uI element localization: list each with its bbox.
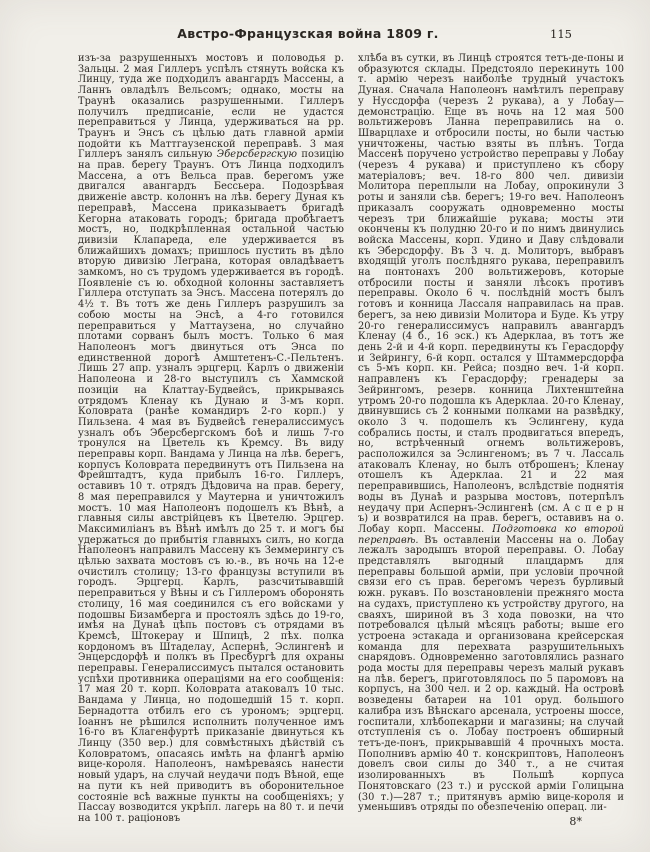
right-text-column xyxy=(358,54,624,828)
article-title: Австро-Французская война 1809 г. xyxy=(177,26,439,41)
right-column-text: хлѣба въ сутки, въ Линцѣ строятся тетъ-де-поны и образуются склады. Предстояло перекинуть 100 т. армію черезъ наиболѣе трудный участокъ Дуная. Сначала Наполеонъ намѣтилъ переправу у Нуссдорфа (черезъ 2 рукава), а у Лобау—демонстрацію. Еще въ ночь на 12 мая 500 вольтижеровъ Ланна переправились на о. Шварцлахе и отбросили посты, но были частью уничтожены, частью взяты въ плѣнъ. Тогда Массенѣ поручено устройство переправы у Лобау (черезъ 4 рукава) и приступлено къ сбору матеріаловъ; веч. 18-го 800 чел. дивизіи Молитора переплыли на Лобау, опрокинули 3 роты и заняли сѣв. берегъ; 19-го веч. Наполеонъ приказалъ сооружать одновременно мосты черезъ три ближайшіе рукава; мосты эти окончены къ полудню 20-го и по нимъ двинулись войска Массены, корп. Удино и Даву слѣдовали къ Эберсдорфу. Въ 3 ч. д. Молиторъ, выбравъ входящій уголъ послѣдняго рукава, переправилъ на понтонахъ 200 вольтижеровъ, которые отбросили посты и заняли лѣсокъ противъ переправы. Около 6 ч. послѣдній мостъ былъ готовъ и конница Лассаля направилась на прав. берегъ, за нею дивизіи Молитора и Буде. Къ утру 20-го генералиссимусъ направилъ авангардъ Кленау (4 б., 16 эск.) къ Адерклаа, въ тотъ же день 2-й и 4-й корп. передвинуты къ Герасдорфу и Зейрингу, 6-й корп. остался у Штаммерсдорфа съ 5-мъ корп. кн. Рейса; поздно веч. 1-й корп. направленъ къ Герасдорфу; гренадеры за Зейрингомъ, резерв. конница Лихтенштейна утромъ 20-го подошла къ Адерклаа. 20-го Кленау, двинувшись съ 2 конными полками на развѣдку, около 3 ч. подошелъ къ Эслингену, куда собрались посты, и сталъ продвигаться впередъ, но, встрѣченный огнемъ вольтижеровъ, расположился за Эслингеномъ; въ 7 ч. Лассаль атаковалъ Кленау, но былъ отброшенъ; Кленау отошелъ къ Адерклаа. 21 и 22 мая переправившись, Наполеонъ, вслѣдствіе поднятія воды въ Дунаѣ и разрыва мостовъ, потерпѣлъ неудачу при Аспернъ-Эслингенѣ (см. А с п е р н ъ) и возвратился на прав. берегъ, оставивъ на о. Лобау корп. Массены. Подготовка ко второй переправѣ. Въ оставленіи Массены на о. Лобау лежалъ зародышъ второй переправы. О. Лобау представлялъ выгодный плацдармъ для переправы большой арміи, при условіи прочной связи его съ прав. берегомъ черезъ бурливый южн. рукавъ. По возстановленіи прежняго моста на судахъ, приступлено къ устройству другого, на сваяхъ, шириной въ 3 хода повозки, на что потребовался цѣлый мѣсяцъ работы; выше его устроена эстакада и организована крейсерская команда для перехвата разрушительныхъ снарядовъ. Одновременно заготовлялись разнаго рода мосты для переправы черезъ малый рукавъ на лѣв. берегъ, приготовлялось по 5 паромовъ на корпусъ, на 300 чел. и 2 ор. каждый. На островѣ возведены батареи на 101 оруд. большого калибра изъ Вѣнскаго арсенала, устроены шоссе, госпитали, хлѣбопекарни и магазины; на случай отступленія съ о. Лобау построенъ обширный тетъ-де-понъ, прикрывавшій 4 прочныхъ моста. Пополнивъ армію 40 т. конскриптовъ, Наполеонъ довелъ свои силы до 340 т., а не считая изолированныхъ въ Польшѣ корпуса Понятовскаго (23 т.) и русской арміи Голицына (30 т.)—287 т.; притянувъ армію вице-короля и уменьшивъ отряды по обезпеченію операц. ли- xyxy=(358,53,624,814)
page-header xyxy=(78,26,624,44)
text-columns xyxy=(78,54,624,828)
left-text-column: изъ-за разрушенныхъ мостовъ и половодья р. Зальцы. 2 мая Гиллеръ успѣлъ стянуть войска къ Линцу, туда же подходилъ авангардъ Массены, а Ланнъ овладѣлъ Вельсомъ; однако, мосты на Траунѣ оказались разрушенными. Гиллеръ получилъ предписаніе, если не удастся переправиться у Линца, удерживаться на рр. Траунъ и Энсъ съ цѣлью дать главной арміи подойти къ Маттгаузенской переправѣ. 3 мая Гиллеръ занялъ сильную Эберсбергскую позицію на прав. берегу Траунъ. Отъ Линца подходилъ Массена, а отъ Вельса прав. берегомъ уже двигался авангардъ Бессьера. Подозрѣвая движеніе австр. колоннъ на лѣв. берегу Дуная къ переправѣ, Массена приказываетъ бригадѣ Кегорна атаковать городъ; бригада пробѣгаетъ мостъ, но, подкрѣпленная остальной частью дивизіи Клапареда, еле удерживается въ ближайшихъ домахъ; пришлось пустить въ дѣло вторую дивизію Леграна, которая овладѣваетъ замкомъ, но съ трудомъ удерживается въ городѣ. Появленіе съ ю. обходной колонны заставляетъ Гиллера отступать за Энсъ. Массена потерялъ до 4½ т. Въ тотъ же день Гиллеръ разрушилъ за собою мосты на Энсѣ, а 4-го готовился переправиться у Маттаузена, но случайно плотами сорванъ былъ мостъ. Только 6 мая Наполеонъ могъ двинуться отъ Энса по единственной дорогѣ Амштетенъ-С.-Пельтенъ. Лишь 27 апр. узналъ эрцгерц. Карлъ о движеніи Наполеона и 28-го выступилъ съ Хаммской позиціи на Клаттау-Будвейсъ, прикрываясь отрядомъ Кленау къ Дунаю и 3-мъ корп. Коловрата (ранѣе командиръ 2-го корп.) у Пильзена. 4 мая въ Будвейсѣ генералиссимусъ узналъ объ Эберсбергскомъ боѣ и лишь 7-го тронулся на Цветель къ Кремсу. Въ виду переправы корп. Вандама у Линца на лѣв. берегъ, корпусъ Коловрата передвинутъ отъ Пильзена на Фрейштадтъ, куда прибылъ 16-го. Гиллеръ, оставивъ 10 т. отрядъ Дѣдовича на прав. берегу, 8 мая переправился у Маутерна и уничтожилъ мостъ. 10 мая Наполеонъ подошелъ къ Вѣнѣ, а главныя силы австрійцевъ къ Цветелю. Эрцгер. Максимиліанъ въ Вѣнѣ имѣлъ до 25 т. и могъ бы удержаться до прибытія главныхъ силъ, но когда Наполеонъ направилъ Массену къ Земмерингу съ цѣлью захвата мостовъ съ ю.-в., въ ночь на 12-е очистилъ столицу; 13-го французы вступили въ городъ. Эрцгерц. Карлъ, разсчитывавшій переправиться у Вѣны и съ Гиллеромъ оборонять столицу, 16 мая соединился съ его войсками у подошвы Бизамберга и простоялъ здѣсь до 19-го, имѣя на Дунаѣ цѣпь постовъ съ отрядами въ Кремсѣ, Штокерау и Шпицѣ, 2 пѣх. полка кордономъ въ Штаделау, Аспернѣ, Эслингенѣ и Энцерсдорфѣ и полкъ въ Пресбургѣ для охраны переправы. Генералиссимусъ пытался остановить успѣхи противника операціями на его сообщенія: 17 мая 20 т. корп. Коловрата атаковалъ 10 тыс. Вандама у Линца, но подошедшій 15 т. корп. Бернадотта отбилъ его съ урономъ; эрцгерц. Іоаннъ не рѣшился исполнить полученное имъ 16-го въ Клагенфуртѣ приказаніе двинуться къ Линцу (350 вер.) для совмѣстныхъ дѣйствій съ Коловратомъ, опасаясь имѣть на флангѣ армію вице-короля. Наполеонъ, намѣреваясь нанести новый ударъ, на случай неудачи подъ Вѣной, еще на пути къ ней приводитъ въ оборонительное состояніе всѣ важные пункты на сообщеніяхъ; у Пассау возводится укрѣпл. лагерь на 80 т. и печи на 100 т. раціоновъ xyxy=(78,53,344,824)
page-number: 115 xyxy=(550,27,572,41)
signature-mark: 8* xyxy=(569,814,582,828)
